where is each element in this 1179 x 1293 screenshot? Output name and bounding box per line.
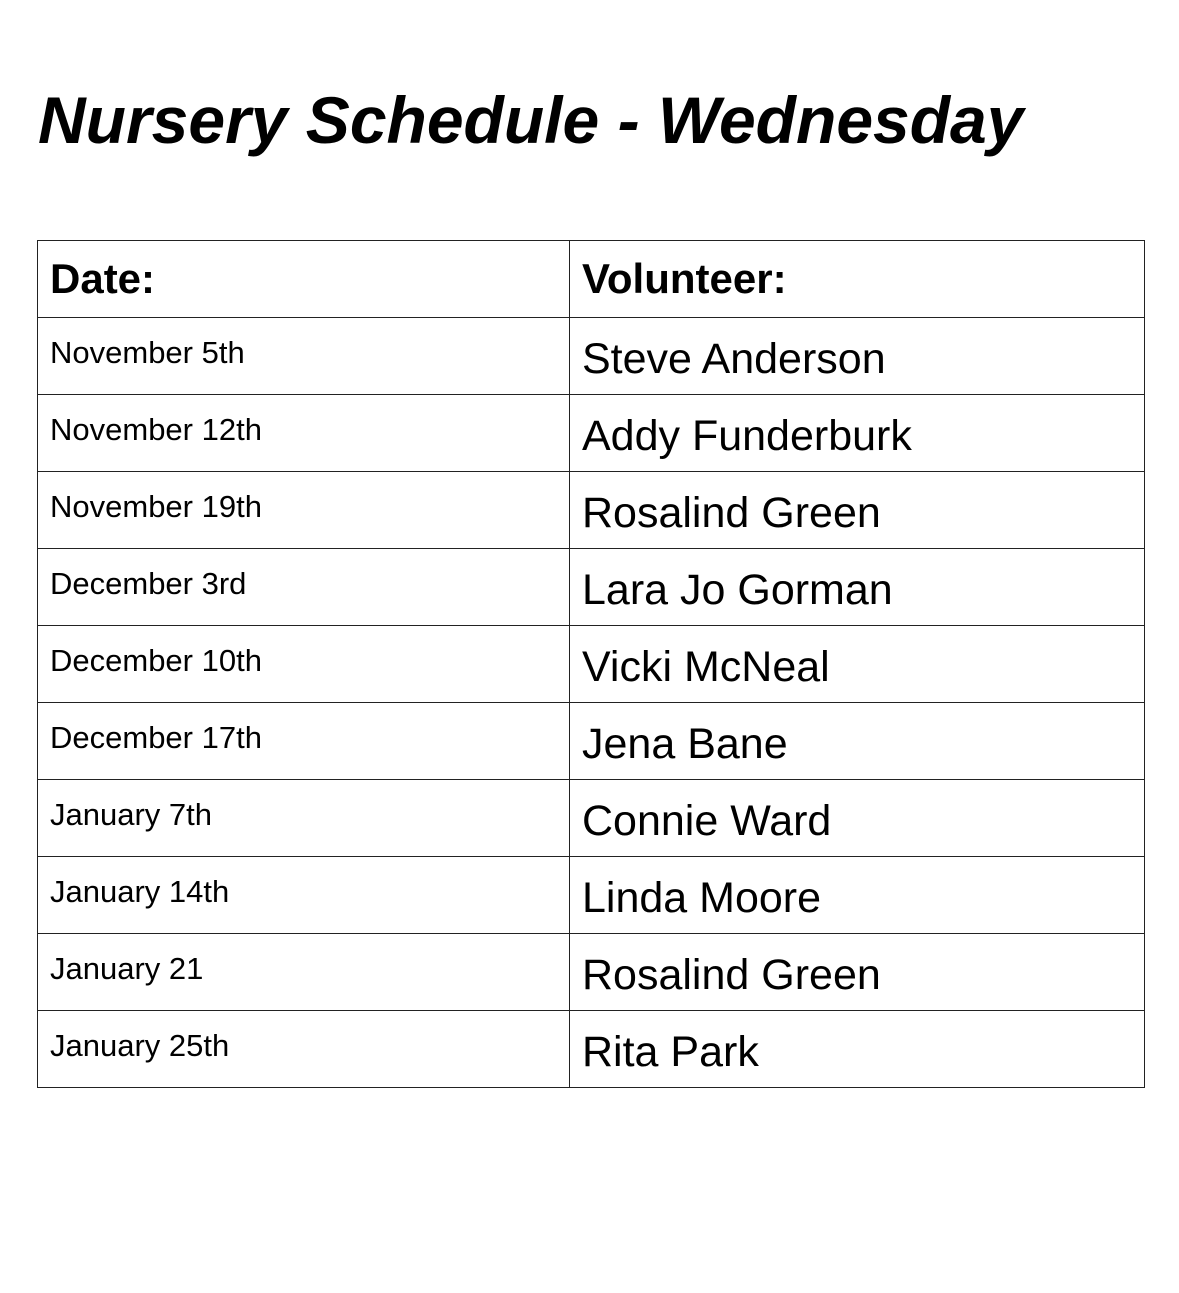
table-row <box>38 857 1145 934</box>
table-row <box>38 626 1145 703</box>
schedule-table <box>37 240 1145 1088</box>
volunteer-cell: Rosalind Green <box>570 472 1145 549</box>
date-cell: January 21 <box>38 934 570 1011</box>
date-cell: November 5th <box>38 318 570 395</box>
date-cell: November 19th <box>38 472 570 549</box>
date-cell: January 14th <box>38 857 570 934</box>
table-row <box>38 472 1145 549</box>
date-cell: December 3rd <box>38 549 570 626</box>
table-row <box>38 1011 1145 1088</box>
volunteer-cell: Rita Park <box>570 1011 1145 1088</box>
volunteer-cell: Linda Moore <box>570 857 1145 934</box>
volunteer-cell: Addy Funderburk <box>570 395 1145 472</box>
page-title: Nursery Schedule - Wednesday <box>38 83 1024 157</box>
table-row <box>38 703 1145 780</box>
volunteer-cell: Connie Ward <box>570 780 1145 857</box>
date-cell: January 25th <box>38 1011 570 1088</box>
table-row <box>38 318 1145 395</box>
volunteer-cell: Rosalind Green <box>570 934 1145 1011</box>
volunteer-cell: Lara Jo Gorman <box>570 549 1145 626</box>
table-row <box>38 549 1145 626</box>
date-cell: November 12th <box>38 395 570 472</box>
table-row <box>38 780 1145 857</box>
table-row <box>38 395 1145 472</box>
date-cell: January 7th <box>38 780 570 857</box>
header-volunteer: Volunteer: <box>570 241 1145 318</box>
table-row <box>38 934 1145 1011</box>
table-header-row <box>38 241 1145 318</box>
header-date: Date: <box>38 241 570 318</box>
volunteer-cell: Vicki McNeal <box>570 626 1145 703</box>
date-cell: December 10th <box>38 626 570 703</box>
volunteer-cell: Jena Bane <box>570 703 1145 780</box>
volunteer-cell: Steve Anderson <box>570 318 1145 395</box>
date-cell: December 17th <box>38 703 570 780</box>
